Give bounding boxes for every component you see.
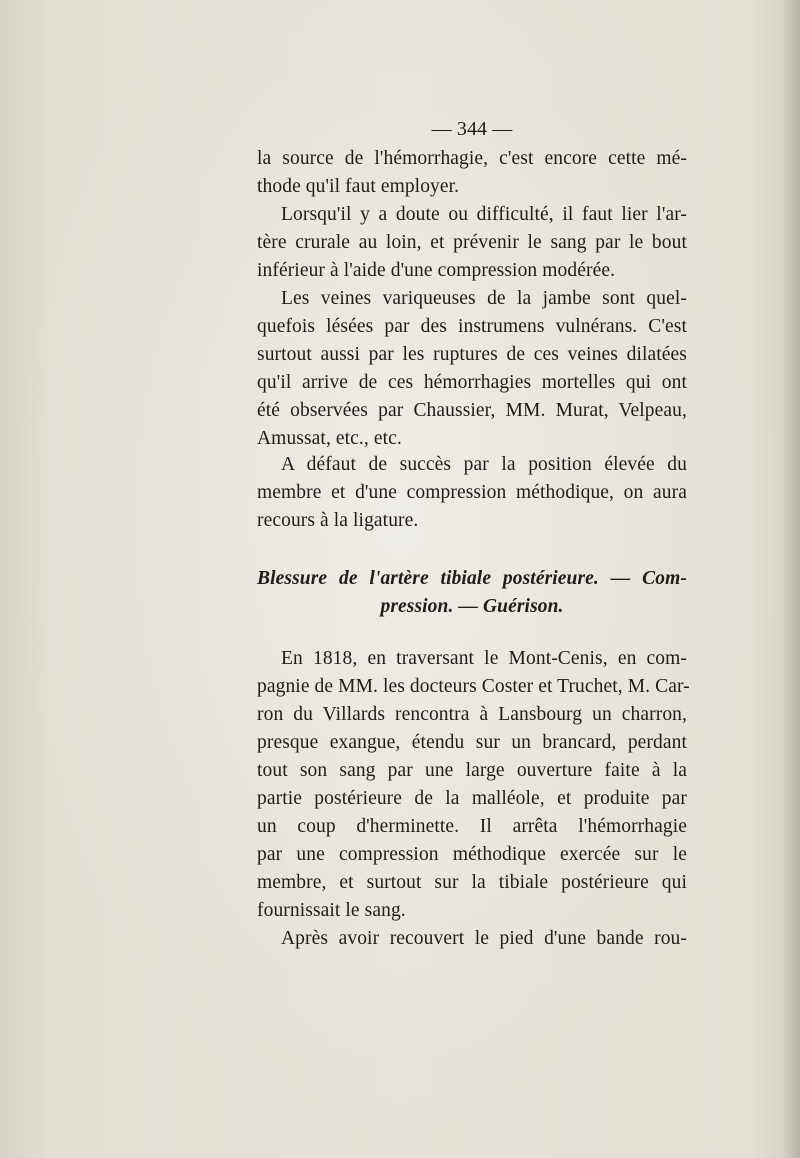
text-line: Amussat, etc., etc. [257,428,402,449]
text-line: quefois lésées par des instrumens vulnérans. C'est [257,316,687,337]
text-line: tère crurale au loin, et prévenir le sang par le bout [257,232,687,253]
text-line: tout son sang par une large ouverture faite à la [257,760,687,781]
text-line: presque exangue, étendu sur un brancard, perdant [257,732,687,753]
text-line: pagnie de MM. les docteurs Coster et Truchet, M. Car- [257,676,690,697]
text-line: la source de l'hémorrhagie, c'est encore cette mé- [257,148,687,169]
text-line: membre et d'une compression méthodique, on aura [257,482,687,503]
text-line: Les veines variqueuses de la jambe sont quel- [281,288,687,309]
text-line: En 1818, en traversant le Mont-Cenis, en com- [281,648,687,669]
text-line: par une compression méthodique exercée sur le [257,844,687,865]
text-line: été observées par Chaussier, MM. Murat, Velpeau, [257,400,687,421]
text-line: membre, et surtout sur la tibiale postérieure qui [257,872,687,893]
text-line: inférieur à l'aide d'une compression modérée. [257,260,616,281]
text-line: un coup d'herminette. Il arrêta l'hémorrhagie [257,816,687,837]
text-line: thode qu'il faut employer. [257,176,460,197]
text-line: Après avoir recouvert le pied d'une bande rou- [281,928,687,949]
text-line: fournissait le sang. [257,900,406,921]
text-line: Lorsqu'il y a doute ou difficulté, il faut lier l'ar- [281,204,687,225]
section-heading: Blessure de l'artère tibiale postérieure. — Com- [257,568,687,589]
text-line: surtout aussi par les ruptures de ces veines dilatées [257,344,687,365]
text-line: qu'il arrive de ces hémorrhagies mortelles qui ont [257,372,687,393]
text-line: partie postérieure de la malléole, et produite par [257,788,687,809]
text-line: A défaut de succès par la position élevée du [281,454,687,475]
page-number: — 344 — [431,118,513,140]
page-edge-shadow [782,0,800,1158]
text-line: ron du Villards rencontra à Lansbourg un charron, [257,704,687,725]
section-heading: pression. — Guérison. [380,596,564,617]
text-line: recours à la ligature. [257,510,419,531]
